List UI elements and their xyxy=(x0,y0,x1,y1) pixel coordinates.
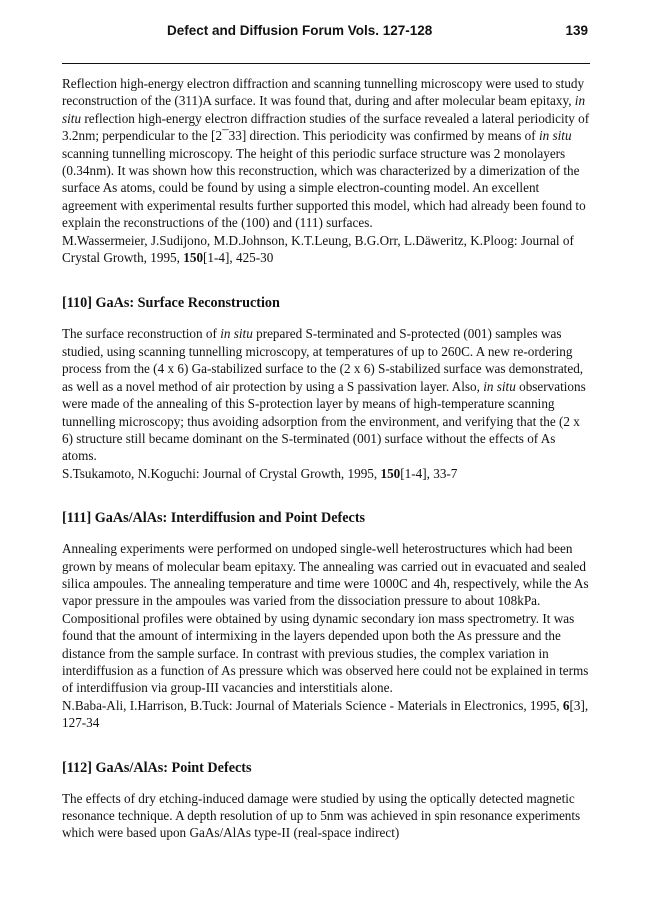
reference-authors: M.Wassermeier, J.Sudijono, M.D.Johnson, K.T.Leung, B.G.Orr, L.Däweritz, K.Ploog: Journal of Crystal Growth, 1995, xyxy=(62,232,574,266)
abstract-text: scanning tunnelling microscopy. The height of this periodic surface structure was 2 monolayers (0.34nm). It was shown how this reconstruction, which was characterized by a dimerization of the surface As atoms, could be found by using a simple electron-counting model. An excellent agreement with experimental results further supported this model, which had already been found to explain the reconstructions of the (100) and (111) surfaces. xyxy=(62,145,586,231)
abstract-112 xyxy=(62,790,590,842)
abstract-text: Annealing experiments were performed on undoped single-well heterostructures which had been grown by means of molecular beam epitaxy. The annealing was carried out in evacuated and sealed silica ampoules. The annealing temperature and time were 1000C and 4h, respectively, while the As vapor pressure in the ampoules was varied from the dissociation pressure to about 108kPa. Compositional profiles were obtained by using dynamic secondary ion mass spectrometry. It was found that the amount of intermixing in the layers depended upon both the As pressure and the distance from the sample surface. In contrast with previous studies, the complex variation in interdiffusion as a function of As pressure which was observed here could not be explained in terms of interdiffusion via group-III vacancies and interstitials alone. xyxy=(62,541,589,696)
reference-pages: [1-4], 425-30 xyxy=(203,250,274,266)
reference-volume: 150 xyxy=(380,465,401,481)
abstract-111 xyxy=(62,540,590,697)
abstract-110 xyxy=(62,325,590,464)
reference-111 xyxy=(62,697,590,732)
abstract-text: prepared S-terminated and S-protected (001) samples was studied, using scanning tunnelling microscopy, at temperatures of up to 260C. A new re-ordering process from the (4 x 6) Ga-stabilized surface to the (2 x 6) S-stabilized surface was demonstrated, as well as a novel method of air protection by using a S passivation layer. Also, xyxy=(62,326,584,394)
reference-authors: N.Baba-Ali, I.Harrison, B.Tuck: Journal of Materials Science - Materials in Electronics, 1995, xyxy=(62,697,563,713)
header-rule xyxy=(62,63,590,64)
abstract-text: The surface reconstruction of xyxy=(62,326,221,342)
abstract-text: observations were made of the annealing of this S-protection layer by means of high-temperature scanning tunnelling microscopy; thus avoiding adsorption from the environment, and verifying that the (2 x 6) structure still became dominant on the S-terminated (001) surface without the effects of As atoms. xyxy=(62,378,586,464)
document-body xyxy=(62,75,590,842)
abstract-text: Reflection high-energy electron diffraction and scanning tunnelling microscopy were used to study reconstruction of the (311)A surface. It was found that, during and after molecular beam epitaxy, xyxy=(62,76,585,109)
reference-pages: [3], 127-34 xyxy=(62,697,589,731)
reference-109 xyxy=(62,232,590,267)
italic-term: in situ xyxy=(538,128,572,144)
italic-term: in situ xyxy=(62,93,586,126)
section-heading-110: [110] GaAs: Surface Reconstruction xyxy=(62,295,280,312)
abstract-109 xyxy=(62,75,590,232)
running-head xyxy=(62,23,590,43)
running-title: Defect and Diffusion Forum Vols. 127-128 xyxy=(167,23,433,38)
reference-110 xyxy=(62,465,590,482)
reference-authors: S.Tsukamoto, N.Koguchi: Journal of Crystal Growth, 1995, xyxy=(62,465,381,481)
section-heading-112: [112] GaAs/AlAs: Point Defects xyxy=(62,759,252,776)
page-number: 139 xyxy=(565,23,588,38)
reference-volume: 150 xyxy=(183,250,204,266)
section-heading-111: [111] GaAs/AlAs: Interdiffusion and Point Defects xyxy=(62,510,366,527)
italic-term: in situ xyxy=(220,326,253,342)
abstract-text: The effects of dry etching-induced damage were studied by using the optically detected magnetic resonance technique. A depth resolution of up to 5nm was achieved in spin resonance experiments which were based upon GaAs/AlAs type-II (real-space indirect) xyxy=(62,790,581,841)
abstract-text: reflection high-energy electron diffraction studies of the surface revealed a lateral periodicity of 3.2nm; perpendicular to the [2¯33] direction. This periodicity was confirmed by means of xyxy=(62,110,590,144)
italic-term: in situ xyxy=(483,378,516,394)
reference-pages: [1-4], 33-7 xyxy=(400,465,458,481)
reference-volume: 6 xyxy=(562,697,570,713)
